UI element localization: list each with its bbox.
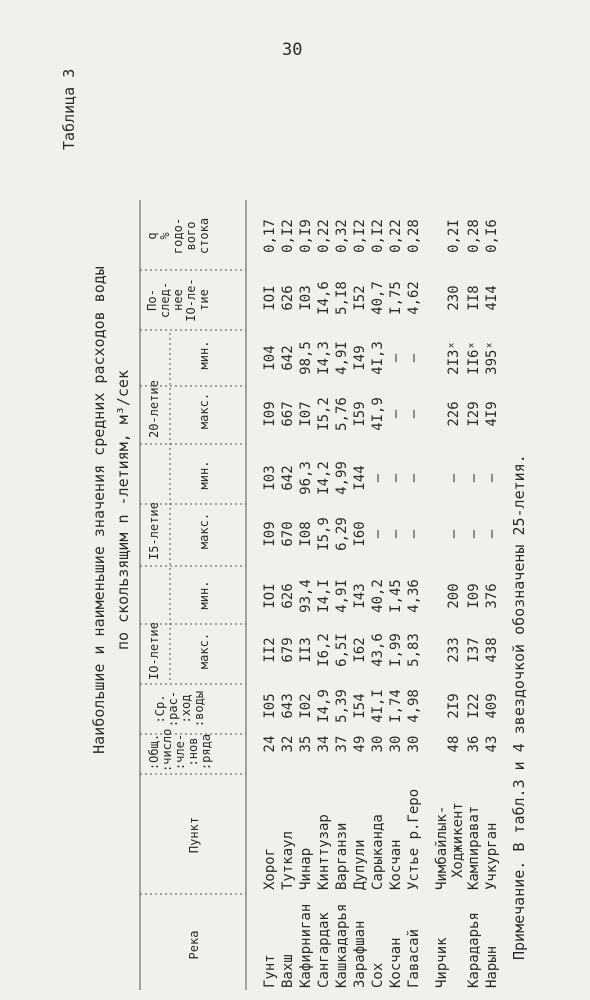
row-point: Кинттузар <box>316 814 332 890</box>
row-cell-mean: I02 <box>298 693 314 719</box>
row-point: Устье р.Геро <box>406 788 422 890</box>
row-point: Варганзи <box>334 822 350 890</box>
row-cell-p15max: — <box>484 529 500 539</box>
row-river: Кашкадарья <box>334 903 350 988</box>
row-cell-p20max: — <box>388 409 404 419</box>
row-cell-p10max: 43,6 <box>370 633 386 667</box>
row-cell-last10: I,75 <box>388 281 404 315</box>
header-years-line: :нов <box>186 737 200 767</box>
row-cell-q: 0,2I <box>446 219 462 253</box>
row-cell-p15max: I60 <box>352 521 368 547</box>
rotated-table-page <box>48 30 548 990</box>
header-years-line: :чле- <box>173 733 187 771</box>
row-cell-p15max: 670 <box>280 521 296 547</box>
row-cell-p15max: I08 <box>298 521 314 547</box>
row-cell-mean: I,74 <box>388 689 404 723</box>
row-cell-p10max: 679 <box>280 637 296 663</box>
row-cell-n: 35 <box>298 735 314 753</box>
header-mean-line: :воды <box>192 690 206 728</box>
row-cell-p20min: 642 <box>280 345 296 371</box>
row-cell-mean: 2I9 <box>446 693 462 719</box>
row-cell-p20max: 226 <box>446 401 462 427</box>
row-point: Туткаул <box>280 830 296 890</box>
row-cell-p20max: 4I9 <box>484 401 500 427</box>
row-cell-q: 0,I2 <box>352 219 368 253</box>
row-river: Гунт <box>262 954 278 988</box>
row-cell-p20min: 4I,3 <box>370 341 386 375</box>
row-cell-mean: 4I,I <box>370 689 386 723</box>
header-q-line: стока <box>197 217 211 255</box>
row-cell-mean: I05 <box>262 693 278 719</box>
row-cell-q: 0,32 <box>334 219 350 253</box>
row-cell-p20min: 395ˣ <box>484 341 500 375</box>
row-cell-p20min: I4,3 <box>316 341 332 375</box>
row-cell-p20min: 4,9I <box>334 341 350 375</box>
row-river: Нарын <box>484 945 500 988</box>
header-years-line: :Общ. <box>147 733 161 771</box>
row-cell-p20max: I5,2 <box>316 397 332 431</box>
row-cell-p15max: — <box>370 529 386 539</box>
row-cell-p10min: 40,2 <box>370 579 386 613</box>
row-cell-p10min: 376 <box>484 583 500 609</box>
row-cell-q: 0,I6 <box>484 219 500 253</box>
row-cell-p15min: — <box>466 473 482 483</box>
row-cell-n: 24 <box>262 735 278 753</box>
row-cell-p10min: IOI <box>262 583 278 609</box>
row-cell-p10max: I62 <box>352 637 368 663</box>
row-cell-p20min: I04 <box>262 345 278 371</box>
row-cell-p15min: — <box>388 473 404 483</box>
header-last10-line: след- <box>158 281 172 319</box>
row-cell-p10max: 6,5I <box>334 633 350 667</box>
row-cell-mean: 643 <box>280 693 296 719</box>
row-cell-n: 30 <box>388 735 404 753</box>
page-number: 30 <box>282 40 303 60</box>
row-point: Чимбайлык- <box>434 805 450 890</box>
header-period-20: 20-летие <box>147 380 161 438</box>
row-point: Учкурган <box>484 822 500 890</box>
row-cell-n: 34 <box>316 735 332 753</box>
row-cell-n: 43 <box>484 735 500 753</box>
row-cell-p15min: — <box>484 473 500 483</box>
row-cell-mean: 5,39 <box>334 689 350 723</box>
header-max: макс. <box>197 632 211 670</box>
row-river: Косчан <box>388 937 404 988</box>
row-cell-n: 48 <box>446 735 462 753</box>
row-cell-mean: 409 <box>484 693 500 719</box>
header-min: мин. <box>197 340 211 370</box>
row-cell-p10max: 5,83 <box>406 633 422 667</box>
row-cell-mean: I54 <box>352 693 368 719</box>
header-last10-line: нее <box>171 289 185 311</box>
row-cell-last10: 4I4 <box>484 285 500 311</box>
row-cell-last10: I52 <box>352 285 368 311</box>
row-cell-q: 0,28 <box>406 219 422 253</box>
row-cell-p20max: — <box>406 409 422 419</box>
row-cell-p10max: II2 <box>262 637 278 663</box>
header-q-line: % <box>158 232 172 240</box>
row-cell-p10min: 4,9I <box>334 579 350 613</box>
row-cell-p10min: I43 <box>352 583 368 609</box>
row-cell-last10: 230 <box>446 285 462 311</box>
row-point: Хорог <box>262 847 278 890</box>
row-river: Сох <box>370 962 386 988</box>
row-cell-p10max: 438 <box>484 637 500 663</box>
row-cell-p15min: — <box>446 473 462 483</box>
row-cell-p10max: II3 <box>298 637 314 663</box>
row-cell-p10max: I37 <box>466 637 482 663</box>
row-cell-p15max: I09 <box>262 521 278 547</box>
row-cell-mean: 4,98 <box>406 689 422 723</box>
row-cell-q: 0,17 <box>262 219 278 253</box>
row-cell-p20max: I29 <box>466 401 482 427</box>
row-cell-p15max: — <box>388 529 404 539</box>
row-cell-p10min: I,45 <box>388 579 404 613</box>
row-cell-q: 0,I2 <box>280 219 296 253</box>
row-cell-n: 32 <box>280 735 296 753</box>
row-river: Кафирниган <box>298 903 314 988</box>
row-point: Чинар <box>298 847 314 890</box>
row-cell-q: 0,28 <box>466 219 482 253</box>
row-cell-q: 0,22 <box>388 219 404 253</box>
row-cell-p10max: I,99 <box>388 633 404 667</box>
header-years-line: :ряда <box>199 733 213 771</box>
row-cell-p15min: 96,3 <box>298 461 314 495</box>
row-cell-q: 0,22 <box>316 219 332 253</box>
row-cell-p15min: 4,99 <box>334 461 350 495</box>
row-river: Зарафшан <box>352 920 368 988</box>
row-river: Сангардак <box>316 912 332 988</box>
row-point-line2: Ходжикент <box>450 802 466 878</box>
row-cell-p20max: 667 <box>280 401 296 427</box>
row-cell-q: 0,I9 <box>298 219 314 253</box>
row-cell-p15min: — <box>370 473 386 483</box>
row-cell-last10: 4,62 <box>406 281 422 315</box>
row-cell-p15max: — <box>446 529 462 539</box>
row-cell-p10min: 626 <box>280 583 296 609</box>
row-cell-n: 37 <box>334 735 350 753</box>
row-point: Кампирават <box>466 805 482 890</box>
row-cell-p10min: 200 <box>446 583 462 609</box>
row-cell-last10: 5,I8 <box>334 281 350 315</box>
row-cell-p10max: I6,2 <box>316 633 332 667</box>
row-cell-p20min: — <box>388 353 404 363</box>
row-cell-p10max: 233 <box>446 637 462 663</box>
row-cell-p10min: I4,I <box>316 579 332 613</box>
table-note: Примечание. В табл.3 и 4 звездочкой обозначены 25-летия. <box>510 454 528 960</box>
row-cell-p15max: — <box>406 529 422 539</box>
row-cell-p20max: 5,76 <box>334 397 350 431</box>
row-river: Вахш <box>280 954 296 988</box>
row-cell-n: 30 <box>370 735 386 753</box>
row-cell-p15max: 6,29 <box>334 517 350 551</box>
row-cell-q: 0,I2 <box>370 219 386 253</box>
row-cell-p15min: I4,2 <box>316 461 332 495</box>
header-last10-line: IO-ле- <box>184 278 198 322</box>
row-cell-last10: I4,6 <box>316 281 332 315</box>
row-cell-p20max: I09 <box>262 401 278 427</box>
row-point: Сарыканда <box>370 814 386 890</box>
row-cell-p15max: — <box>466 529 482 539</box>
header-last10-line: По- <box>145 289 159 311</box>
header-q-line: q <box>145 232 159 240</box>
row-cell-p20min: 98,5 <box>298 341 314 375</box>
row-cell-p10min: 93,4 <box>298 579 314 613</box>
header-q-line: годо- <box>171 217 185 255</box>
row-cell-last10: II8 <box>466 285 482 311</box>
row-cell-p15min: I03 <box>262 465 278 491</box>
header-period-10: IO-летие <box>147 622 161 680</box>
table-subtitle: по скользящим n -летиям, м³/сек <box>114 370 132 650</box>
row-point: Косчан <box>388 839 404 890</box>
header-years-line: :число <box>160 728 174 772</box>
row-cell-p20max: I07 <box>298 401 314 427</box>
header-min: мин. <box>197 580 211 610</box>
row-cell-p20max: I59 <box>352 401 368 427</box>
row-cell-last10: 626 <box>280 285 296 311</box>
row-cell-n: 36 <box>466 735 482 753</box>
row-cell-last10: IOI <box>262 285 278 311</box>
table-label: Таблица 3 <box>60 68 78 150</box>
row-cell-p10min: I09 <box>466 583 482 609</box>
row-cell-p20min: I49 <box>352 345 368 371</box>
header-river: Река <box>187 930 201 960</box>
row-river: Гавасай <box>406 928 422 988</box>
row-cell-p20max: 4I,9 <box>370 397 386 431</box>
header-mean-line: :Ср. <box>153 694 167 724</box>
row-cell-n: 49 <box>352 735 368 753</box>
row-cell-p20min: 2I3ˣ <box>446 341 462 375</box>
row-cell-mean: I4,9 <box>316 689 332 723</box>
header-point: Пункт <box>187 816 201 854</box>
header-min: мин. <box>197 460 211 490</box>
row-cell-last10: 40,7 <box>370 281 386 315</box>
row-cell-p20min: II6ˣ <box>466 341 482 375</box>
row-cell-p15max: I5,9 <box>316 517 332 551</box>
header-mean-line: :рас- <box>166 690 180 728</box>
table-title: Наибольшие и наименьшие значения средних расходов воды <box>90 266 108 754</box>
row-cell-p10min: 4,36 <box>406 579 422 613</box>
header-mean-line: :ход <box>179 694 193 724</box>
header-max: макс. <box>197 512 211 550</box>
row-cell-p20min: — <box>406 353 422 363</box>
header-max: макс. <box>197 392 211 430</box>
header-period-15: I5-летие <box>147 502 161 560</box>
header-last10-line: тие <box>197 289 211 311</box>
row-cell-p15min: — <box>406 473 422 483</box>
row-river: Карадарья <box>466 912 482 988</box>
row-cell-last10: I03 <box>298 285 314 311</box>
row-cell-n: 30 <box>406 735 422 753</box>
row-cell-p15min: I44 <box>352 465 368 491</box>
row-cell-mean: I22 <box>466 693 482 719</box>
row-river: Чирчик <box>434 937 450 988</box>
header-q-line: вого <box>184 221 198 251</box>
row-point: Дупули <box>352 839 368 890</box>
row-cell-p15min: 642 <box>280 465 296 491</box>
